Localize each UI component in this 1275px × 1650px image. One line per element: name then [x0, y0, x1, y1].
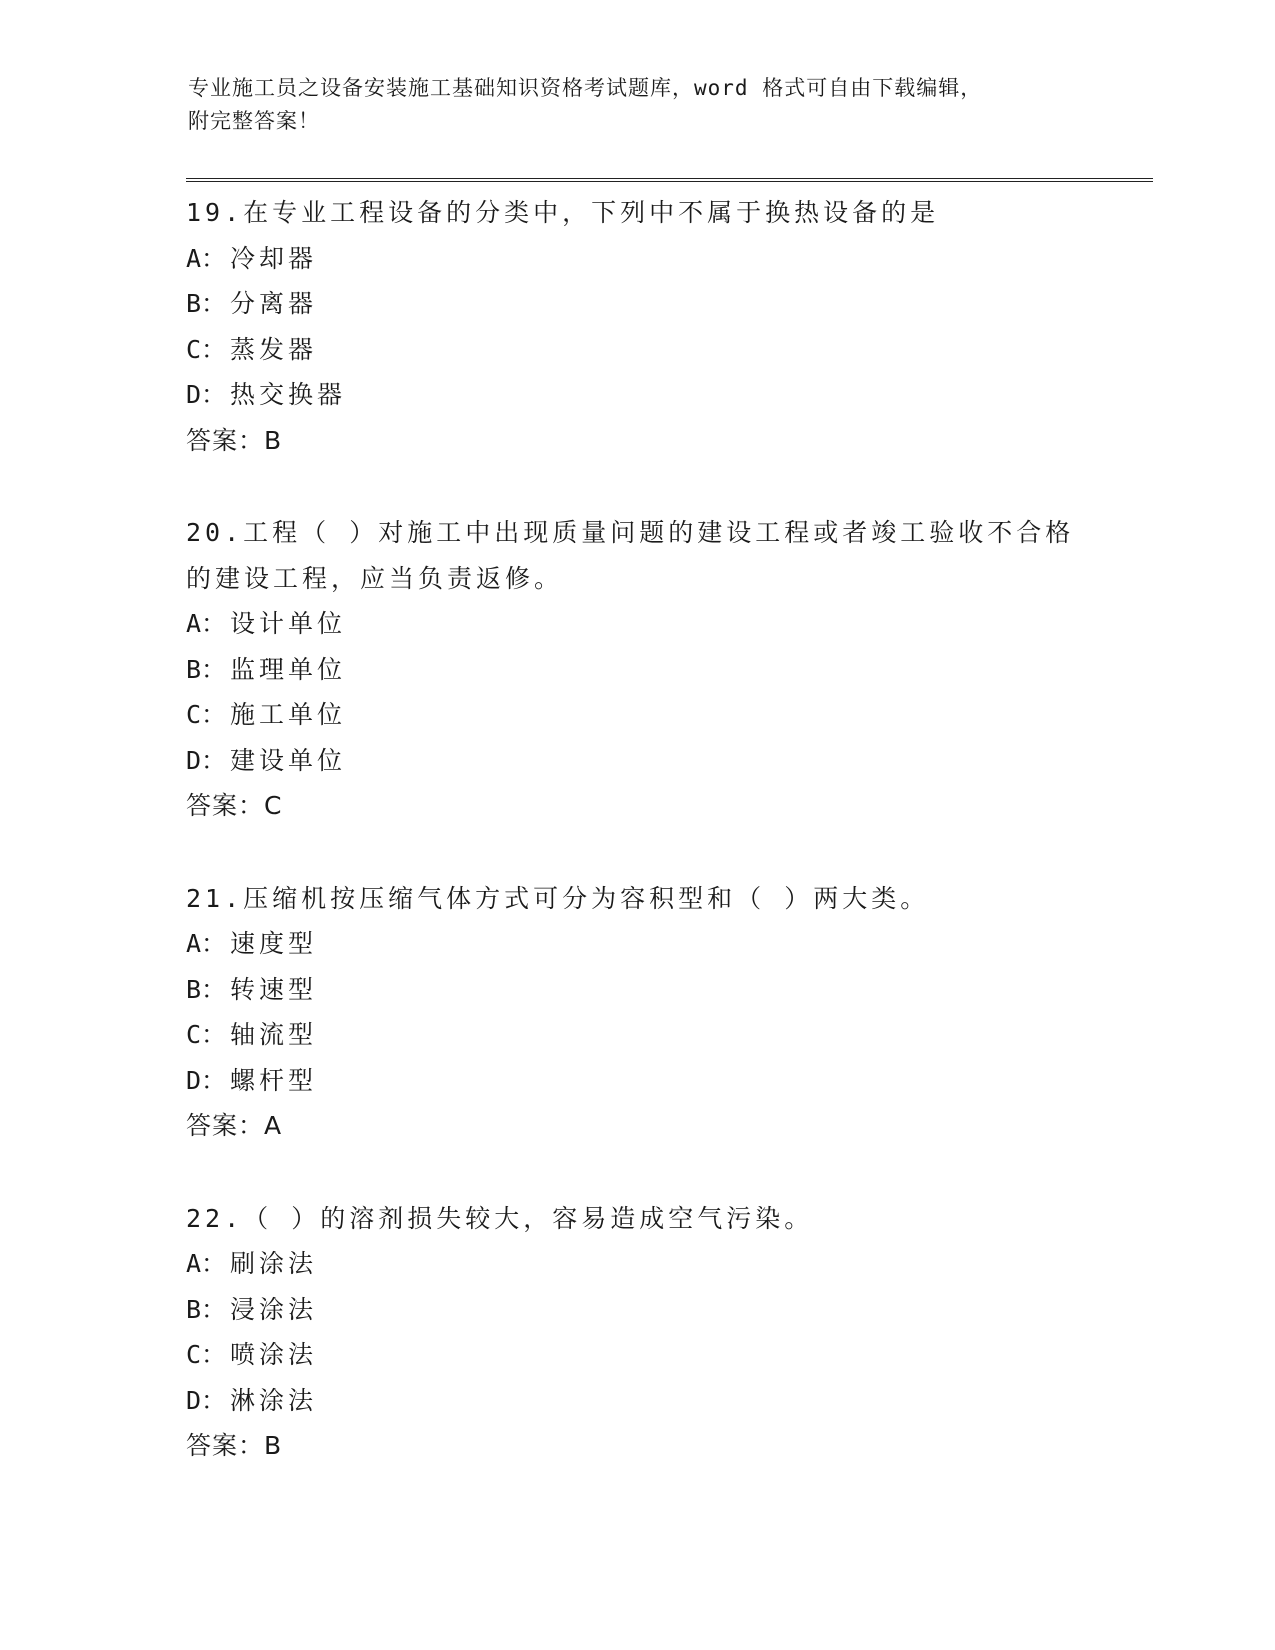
option-c [186, 692, 1086, 738]
question-20 [186, 510, 1086, 829]
document-header [188, 72, 1068, 138]
option-c [186, 327, 1086, 373]
option-text: 螺杆型 [230, 1065, 318, 1095]
question-list [186, 190, 1086, 1516]
option-text: 轴流型 [230, 1020, 318, 1049]
question-stem-continued: 的建设工程，应当负责返修。 [186, 563, 564, 593]
answer: 答案：B [186, 1431, 283, 1460]
option-letter: C： [186, 1340, 227, 1369]
question-21 [186, 876, 1086, 1149]
option-b [186, 967, 1086, 1013]
option-text: 分离器 [230, 289, 318, 318]
option-a [186, 601, 1086, 647]
option-text: 淋涂法 [230, 1385, 318, 1415]
option-letter: A： [186, 1249, 227, 1278]
option-letter: B： [186, 974, 227, 1004]
option-a [186, 921, 1086, 967]
option-a [186, 1241, 1086, 1287]
option-text: 设计单位 [230, 609, 347, 638]
option-text: 热交换器 [230, 380, 347, 409]
question-stem: 20.工程（ ）对施工中出现质量问题的建设工程或者竣工验收不合格 [186, 518, 1075, 547]
header-line-2: 附完整答案！ [188, 109, 320, 133]
option-letter: A： [186, 243, 227, 273]
option-letter: C： [186, 700, 227, 729]
option-text: 刷涂法 [230, 1249, 318, 1278]
option-letter: A： [186, 929, 227, 958]
option-text: 喷涂法 [230, 1340, 318, 1369]
option-letter: C： [186, 1020, 227, 1049]
option-a [186, 236, 1086, 282]
option-text: 蒸发器 [230, 334, 318, 364]
option-text: 建设单位 [230, 745, 347, 775]
option-letter: D： [186, 1065, 227, 1095]
question-22 [186, 1196, 1086, 1469]
question-19 [186, 190, 1086, 463]
option-letter: C： [186, 334, 227, 364]
answer: 答案：A [186, 1111, 283, 1140]
option-text: 监理单位 [230, 654, 347, 684]
option-letter: B： [186, 654, 227, 684]
option-text: 转速型 [230, 974, 318, 1004]
option-letter: D： [186, 745, 227, 775]
answer: 答案：C [186, 791, 283, 820]
option-d [186, 738, 1086, 784]
question-stem: 19.在专业工程设备的分类中，下列中不属于换热设备的是 [186, 198, 940, 227]
option-c [186, 1012, 1086, 1058]
option-letter: D： [186, 380, 227, 409]
option-letter: A： [186, 609, 227, 638]
option-b [186, 281, 1086, 327]
option-text: 速度型 [230, 929, 318, 958]
header-divider [186, 178, 1153, 182]
question-stem: 21.压缩机按压缩气体方式可分为容积型和（ ）两大类。 [186, 883, 930, 913]
answer: 答案：B [186, 425, 283, 455]
option-letter: B： [186, 1294, 227, 1324]
option-b [186, 1287, 1086, 1333]
option-b [186, 647, 1086, 693]
option-d [186, 1378, 1086, 1424]
option-text: 浸涂法 [230, 1294, 318, 1324]
header-line-1: 专业施工员之设备安装施工基础知识资格考试题库，word 格式可自由下载编辑， [188, 76, 983, 100]
option-text: 冷却器 [230, 243, 318, 273]
option-d [186, 372, 1086, 418]
option-d [186, 1058, 1086, 1104]
option-text: 施工单位 [230, 700, 347, 729]
option-letter: B： [186, 289, 227, 318]
question-stem: 22.（ ）的溶剂损失较大，容易造成空气污染。 [186, 1203, 814, 1233]
option-letter: D： [186, 1385, 227, 1415]
option-c [186, 1332, 1086, 1378]
